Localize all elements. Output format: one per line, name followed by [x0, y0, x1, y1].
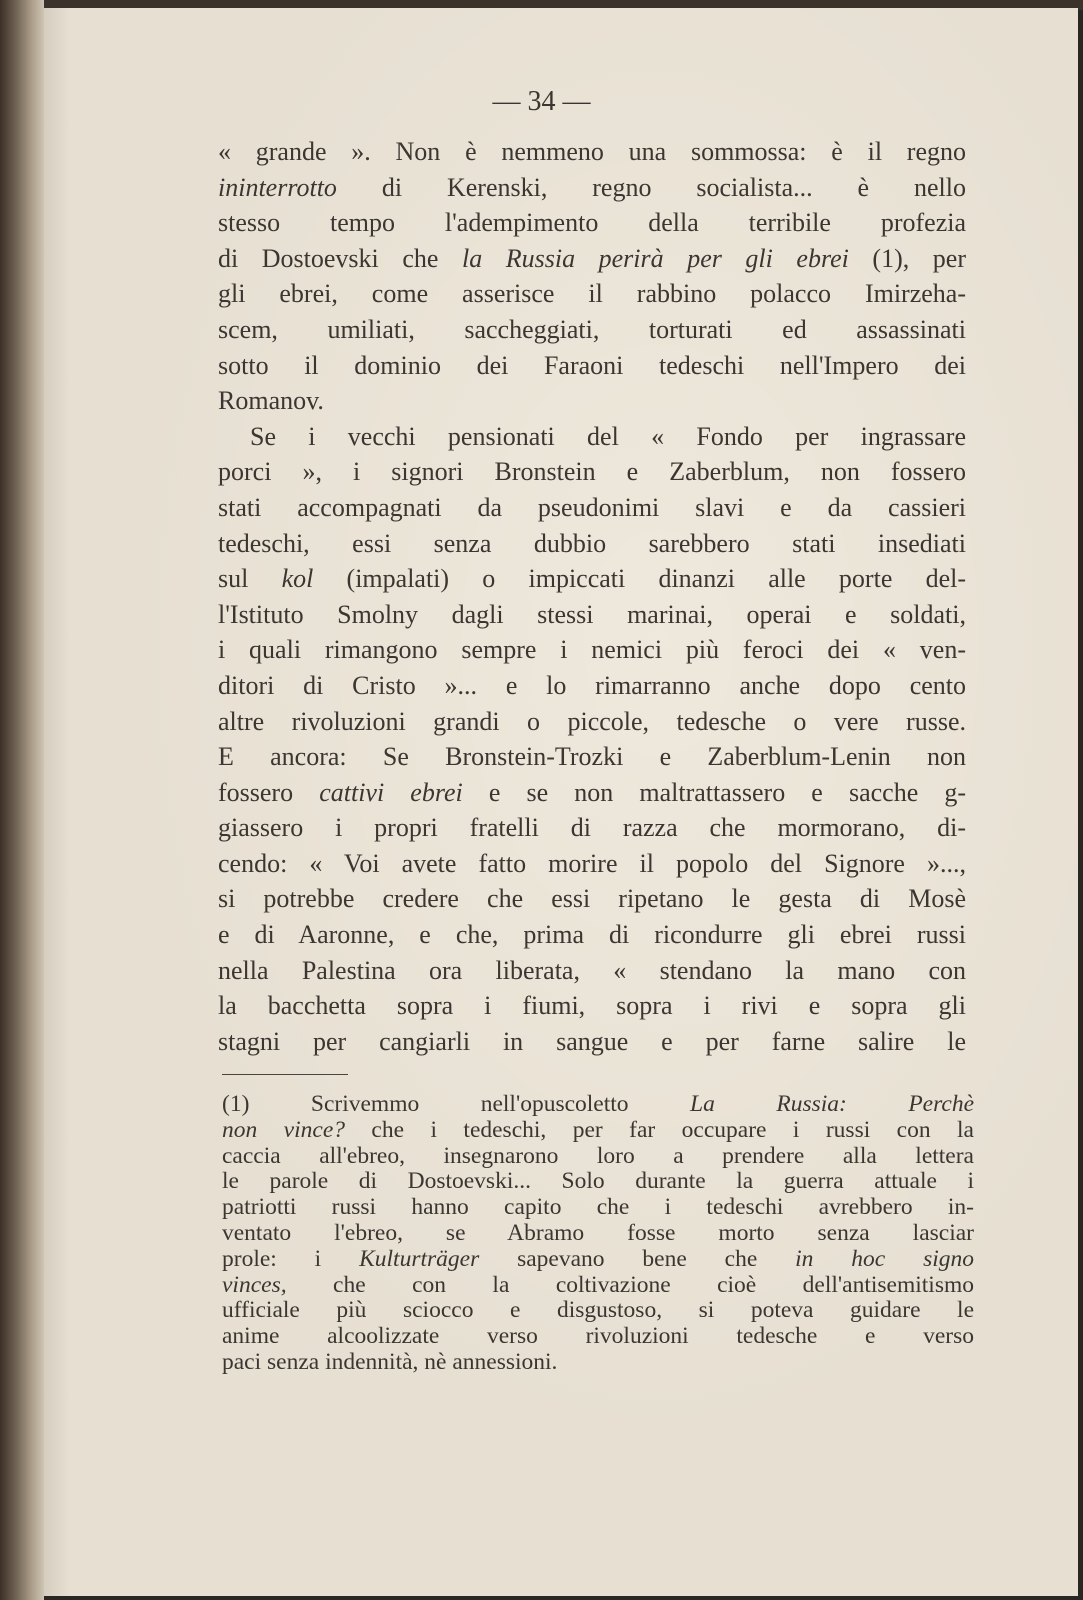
- body-line: [218, 241, 966, 277]
- body-line: [218, 1024, 966, 1060]
- body-text: [218, 134, 966, 1059]
- footnote-line: [222, 1118, 974, 1144]
- body-line: [218, 881, 966, 917]
- body-line: [218, 312, 966, 348]
- footnote-italic-text: Kulturträger: [359, 1245, 480, 1272]
- body-line: [218, 419, 966, 455]
- body-line: [218, 205, 966, 241]
- body-line-text: stagni per cangiarli in sangue e per farne salire le: [218, 1026, 966, 1056]
- body-line: [218, 134, 966, 170]
- footnote-line: [222, 1169, 974, 1195]
- body-line: [218, 988, 966, 1024]
- footnote-line: [222, 1247, 974, 1273]
- footnote-line: [222, 1298, 974, 1324]
- footnote-line-text: le parole di Dostoevski... Solo durante la guerra attuale i: [222, 1168, 974, 1195]
- body-line-text: scem, umiliati, saccheggiati, torturati ed assassinati: [218, 314, 966, 344]
- body-line: [218, 490, 966, 526]
- body-italic-text: kol: [281, 564, 314, 594]
- footnote-italic-text: vinces,: [222, 1271, 287, 1298]
- body-line: [218, 597, 966, 633]
- body-line: [218, 668, 966, 704]
- footnote-line: [222, 1144, 974, 1170]
- footnote-line: [222, 1221, 974, 1247]
- body-line-text: giassero i propri fratelli di razza che mormorano, di-: [218, 813, 966, 843]
- body-line-text: tedeschi, essi senza dubbio sarebbero stati insediati: [218, 528, 966, 558]
- body-line-text: altre rivoluzioni grandi o piccole, tedesche o vere russe.: [218, 706, 966, 736]
- footnote-line: [222, 1350, 974, 1376]
- body-line: [218, 561, 966, 597]
- body-line: [218, 276, 966, 312]
- footnote-line-text: paci senza indennità, nè annessioni.: [222, 1348, 558, 1375]
- footnote-line-text: patriotti russi hanno capito che i tedeschi avrebbero in-: [222, 1194, 974, 1221]
- body-line-text: stesso tempo l'adempimento della terribile profezia: [218, 208, 966, 238]
- body-line-text: Se i vecchi pensionati del « Fondo per ingrassare: [250, 421, 966, 451]
- body-line-text: (1), per: [848, 243, 966, 273]
- footnote-line-text: che con la coltivazione cioè dell'antisemitismo: [286, 1271, 974, 1298]
- body-line: [218, 739, 966, 775]
- body-line-text: stati accompagnati da pseudonimi slavi e da cassieri: [218, 492, 966, 522]
- body-line-text: ditori di Cristo »... e lo rimarranno anche dopo cento: [218, 670, 966, 700]
- body-line-text: fossero: [218, 777, 320, 807]
- body-italic-text: cattivi ebrei: [319, 777, 463, 807]
- body-line-text: « grande ». Non è nemmeno una sommossa: è il regno: [218, 137, 966, 166]
- footnote-line: [222, 1195, 974, 1221]
- body-italic-text: ininterrotto: [218, 172, 337, 202]
- body-line-text: i quali rimangono sempre i nemici più feroci dei « ven-: [218, 635, 966, 665]
- body-line: [218, 846, 966, 882]
- body-line-text: di Dostoevski che: [218, 243, 462, 273]
- footnote-line-text: (1) Scrivemmo nell'opuscoletto: [222, 1091, 691, 1117]
- body-line-text: la bacchetta sopra i fiumi, sopra i rivi e sopra gli: [218, 991, 966, 1021]
- body-line-text: e se non maltrattassero e sacche g-: [462, 777, 966, 807]
- body-italic-text: la Russia perirà per gli ebrei: [461, 243, 849, 273]
- body-line-text: sotto il dominio dei Faraoni tedeschi nell'Impero dei: [218, 350, 966, 380]
- body-line-text: e di Aaronne, e che, prima di ricondurre gli ebrei russi: [218, 920, 966, 950]
- body-line-text: E ancora: Se Bronstein-Trozki e Zaberblum-Lenin non: [218, 742, 966, 772]
- footnote-italic-text: La Russia: Perchè: [690, 1091, 974, 1117]
- body-line: [218, 810, 966, 846]
- body-line-text: (impalati) o impiccati dinanzi alle porte del-: [313, 564, 966, 594]
- body-line: [218, 704, 966, 740]
- footnote-line-text: che i tedeschi, per far occupare i russi con la: [345, 1116, 974, 1143]
- body-line-text: cendo: « Voi avete fatto morire il popolo del Signore »...,: [218, 848, 966, 878]
- footnote-line: [222, 1092, 974, 1118]
- footnote-line: [222, 1324, 974, 1350]
- body-line: [218, 348, 966, 384]
- footnote-italic-text: non vince?: [222, 1116, 345, 1143]
- body-line-text: l'Istituto Smolny dagli stessi marinai, operai e soldati,: [218, 599, 966, 629]
- body-line: [218, 383, 966, 419]
- body-line: [218, 526, 966, 562]
- body-line: [218, 632, 966, 668]
- body-line: [218, 917, 966, 953]
- body-line-text: sul: [218, 564, 282, 594]
- footnote-line-text: prole: i: [222, 1245, 360, 1272]
- body-line: [218, 953, 966, 989]
- body-line-text: si potrebbe credere che essi ripetano le gesta di Mosè: [218, 884, 966, 914]
- page-number: — 34 —: [492, 86, 591, 117]
- footnote-line-text: ufficiale più sciocco e disgustoso, si poteva guidare le: [222, 1297, 974, 1324]
- footnote-line-text: ventato l'ebreo, se Abramo fosse morto senza lasciar: [222, 1219, 974, 1246]
- footnote-line-text: caccia all'ebreo, insegnarono loro a prendere alla lettera: [222, 1142, 974, 1169]
- body-line-text: gli ebrei, come asserisce il rabbino polacco Imirzeha-: [218, 279, 966, 309]
- footnote: [222, 1092, 974, 1376]
- body-line: [218, 775, 966, 811]
- body-line: [218, 170, 966, 206]
- footnote-italic-text: in hoc signo: [795, 1245, 974, 1272]
- body-line-text: nella Palestina ora liberata, « stendano la mano con: [218, 955, 966, 985]
- page-binding-edge: [0, 0, 44, 1600]
- footnote-line-text: anime alcoolizzate verso rivoluzioni tedesche e verso: [222, 1323, 974, 1350]
- footnote-line-text: sapevano bene che: [479, 1245, 796, 1272]
- body-line-text: di Kerenski, regno socialista... è nello: [336, 172, 966, 202]
- footnote-line: [222, 1273, 974, 1299]
- body-line-text: Romanov.: [218, 386, 324, 416]
- body-line-text: porci », i signori Bronstein e Zaberblum, non fossero: [218, 457, 966, 487]
- footnote-separator: [222, 1074, 348, 1075]
- body-line: [218, 454, 966, 490]
